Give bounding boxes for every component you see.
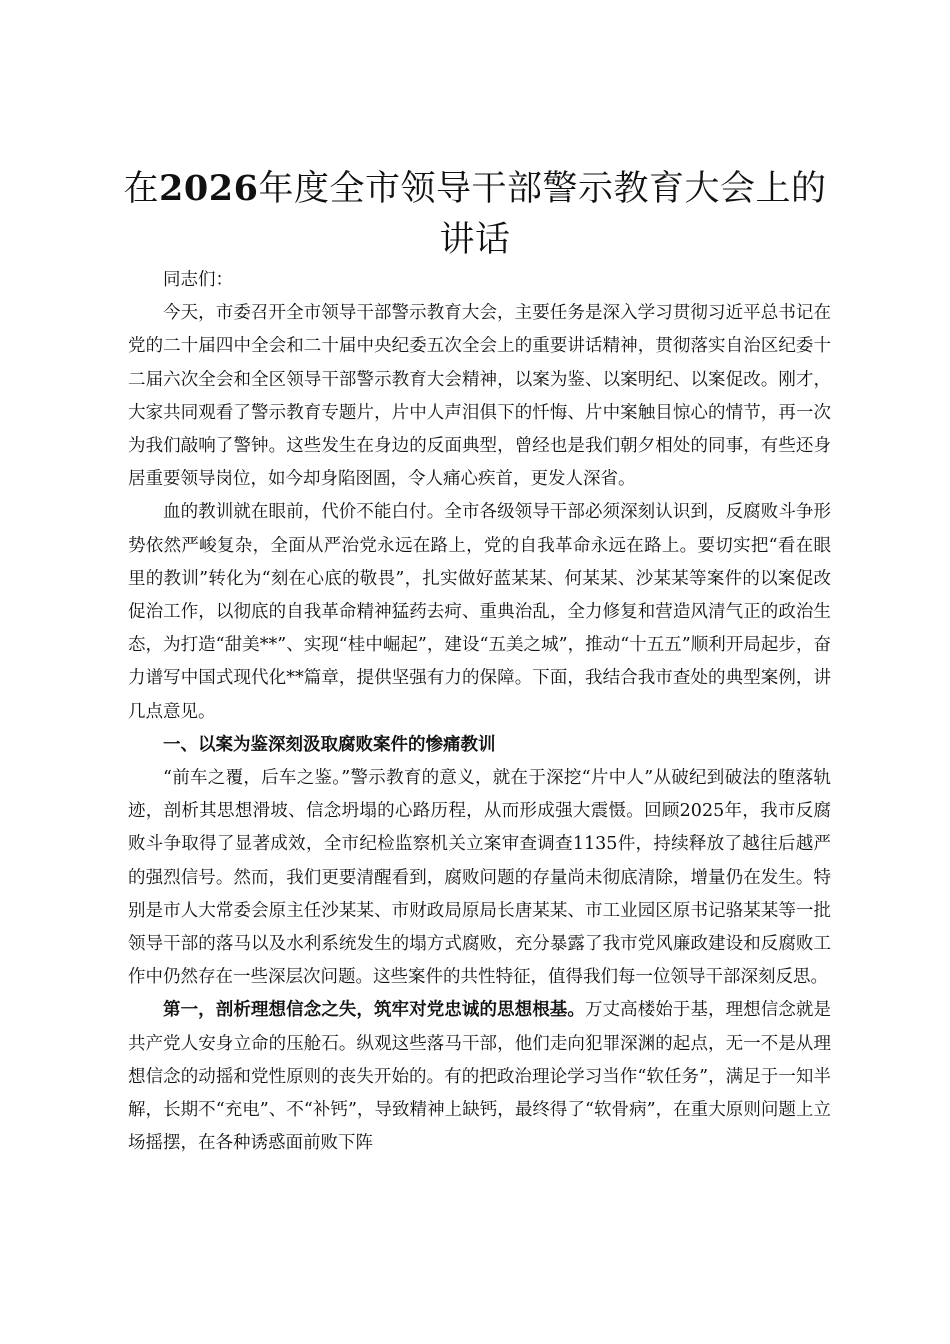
document-body — [128, 264, 831, 1160]
paragraph-4 — [128, 994, 831, 1160]
title-prefix: 在 — [123, 169, 160, 209]
paragraph-1: 今天，市委召开全市领导干部警示教育大会，主要任务是深入学习贯彻习近平总书记在党的二十届四中全会和二十届中央纪委五次全会上的重要讲话精神，贯彻落实自治区纪委十二届六次全会和全区领导干部警示教育大会精神，以案为鉴、以案明纪、以案促改。刚才，大家共同观看了警示教育专题片，片中人声泪俱下的忏悔、片中案触目惊心的情节，再一次为我们敲响了警钟。这些发生在身边的反面典型，曾经也是我们朝夕相处的同事，有些还身居重要领导岗位，如今却身陷囹圄，令人痛心疾首，更发人深省。 — [128, 303, 831, 490]
paragraph-3: “前车之覆，后车之鉴。”警示教育的意义，就在于深挖“片中人”从破纪到破法的堕落轨迹，剖析其思想滑坡、信念坍塌的心路历程，从而形成强大震慑。回顾2025年，我市反腐败斗争取得了显著成效，全市纪检监察机关立案审查调查1135件，持续释放了越往后越严的强烈信号。然而，我们更要清醒看到，腐败问题的存量尚未彻底清除，增量仍在发生。特别是市人大常委会原主任沙某某、市财政局原局长唐某某、市工业园区原书记骆某某等一批领导干部的落马以及水利系统发生的塌方式腐败，充分暴露了我市党风廉政建设和反腐败工作中仍然存在一些深层次问题。这些案件的共性特征，值得我们每一位领导干部深刻反思。 — [128, 768, 831, 988]
salutation: 同志们： — [163, 270, 233, 290]
title-suffix: 年度全市领导干部警示教育大会上的讲话 — [258, 169, 827, 260]
document-title — [120, 163, 830, 266]
section-heading-1: 一、以案为鉴深刻汲取腐败案件的惨痛教训 — [163, 734, 496, 755]
paragraph-4-lead: 第一，剖析理想信念之失，筑牢对党忠诚的思想根基。 — [163, 1000, 585, 1021]
paragraph-2: 血的教训就在眼前，代价不能白付。全市各级领导干部必须深刻认识到，反腐败斗争形势依然严峻复杂，全面从严治党永远在路上，党的自我革命永远在路上。要切实把“看在眼里的教训”转化为“刻在心底的敬畏”，扎实做好蓝某某、何某某、沙某某等案件的以案促改促治工作，以彻底的自我革命精神猛药去疴、重典治乱，全力修复和营造风清气正的政治生态，为打造“甜美**”、实现“桂中崛起”，建设“五美之城”，推动“十五五”顺利开局起步，奋力谱写中国式现代化**篇章，提供坚强有力的保障。下面，我结合我市查处的典型案例，讲几点意见。 — [128, 502, 831, 722]
title-year: 2026 — [159, 168, 259, 209]
paragraph-4-text: 万丈高楼始于基，理想信念就是共产党人安身立命的压舱石。纵观这些落马干部，他们走向犯罪深渊的起点，无一不是从理想信念的动摇和党性原则的丧失开始的。有的把政治理论学习当作“软任务”，满足于一知半解，长期不“充电”、不“补钙”，导致精神上缺钙，最终得了“软骨病”，在重大原则问题上立场摇摆，在各种诱惑面前败下阵 — [128, 1000, 832, 1154]
